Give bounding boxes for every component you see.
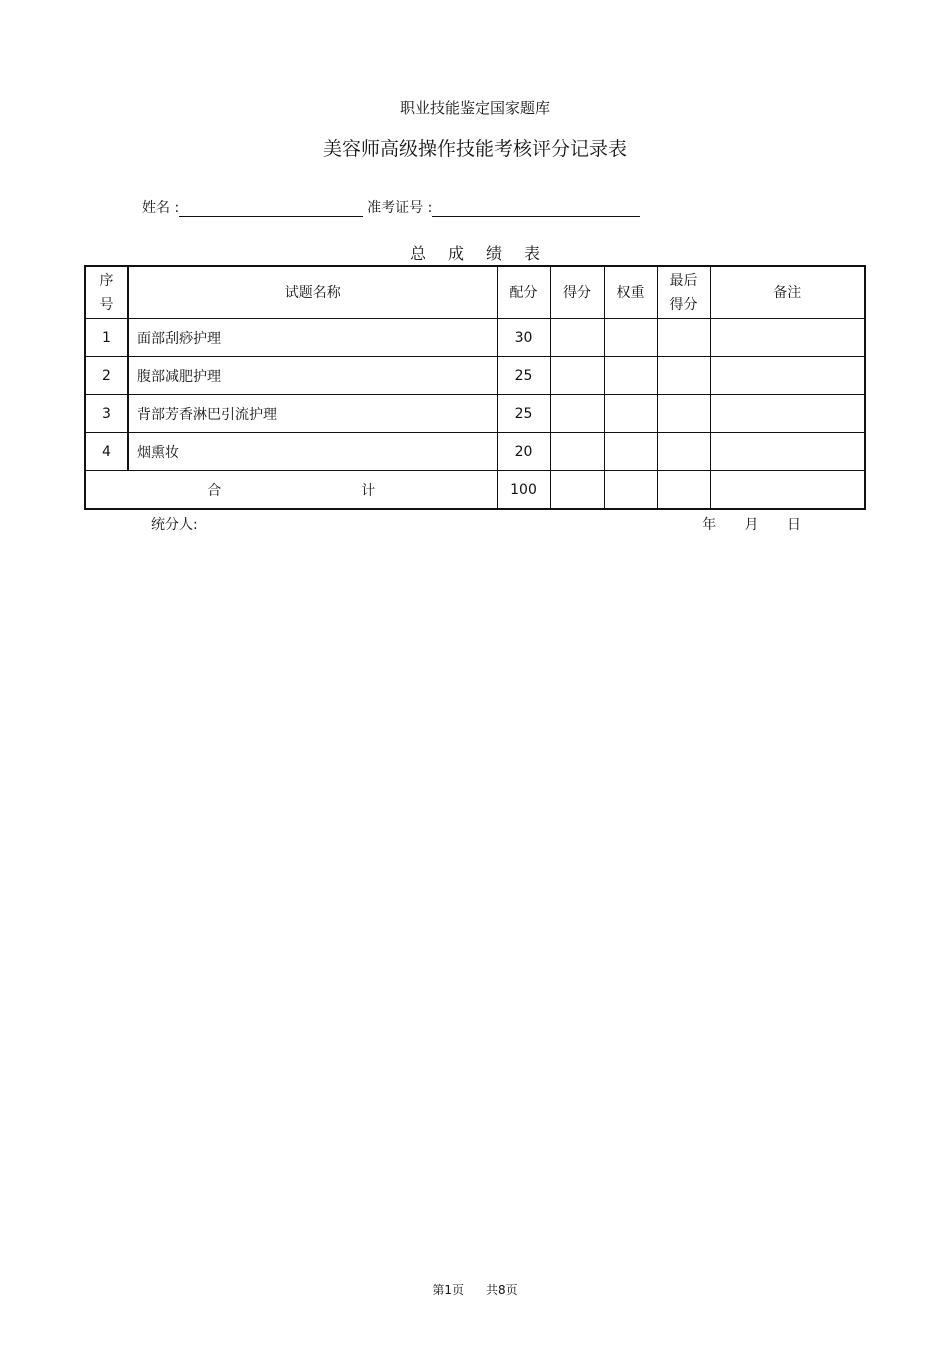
score-table xyxy=(84,265,866,510)
cell-item-name: 面部刮痧护理 xyxy=(128,319,497,357)
total-score xyxy=(550,471,604,510)
date-day: 日 xyxy=(787,517,801,533)
cell-final-score xyxy=(657,319,710,357)
date-year: 年 xyxy=(702,517,717,533)
cell-weight xyxy=(604,395,657,433)
cell-final-score xyxy=(657,433,710,471)
cell-score xyxy=(550,395,604,433)
summary-title: 总成绩表 xyxy=(409,244,562,263)
cell-seq: 4 xyxy=(85,433,128,471)
table-row xyxy=(85,433,865,471)
exam-id-blank-line xyxy=(432,200,640,217)
cell-weight xyxy=(604,357,657,395)
header-points: 配分 xyxy=(497,266,550,319)
cell-remark xyxy=(710,319,865,357)
page-title: 美容师高级操作技能考核评分记录表 xyxy=(322,138,627,160)
cell-item-name: 烟熏妆 xyxy=(128,433,497,471)
header-final-score xyxy=(657,266,710,319)
cell-seq: 1 xyxy=(85,319,128,357)
header-seq-bottom: 号 xyxy=(99,296,114,313)
total-remark xyxy=(710,471,865,510)
signature-row xyxy=(151,514,801,534)
date-month: 月 xyxy=(744,517,759,533)
total-final-score xyxy=(657,471,710,510)
cell-score xyxy=(550,357,604,395)
cell-remark xyxy=(710,357,865,395)
scorer-label: 统分人: xyxy=(151,517,198,533)
header-seq-top: 序 xyxy=(99,272,114,289)
cell-final-score xyxy=(657,395,710,433)
cell-seq: 2 xyxy=(85,357,128,395)
date-fields xyxy=(702,514,801,534)
name-label: 姓名 : xyxy=(142,200,180,216)
cell-final-score xyxy=(657,357,710,395)
page-current: 第1页 xyxy=(432,1283,464,1297)
cell-remark xyxy=(710,395,865,433)
header-final-bottom: 得分 xyxy=(669,296,698,313)
exam-id-label: 准考证号 : xyxy=(367,200,433,216)
total-label xyxy=(85,471,497,510)
cell-score xyxy=(550,319,604,357)
cell-score xyxy=(550,433,604,471)
total-weight xyxy=(604,471,657,510)
header-item-name: 试题名称 xyxy=(128,266,497,319)
total-label-left: 合 xyxy=(207,482,222,499)
page-number xyxy=(0,1281,950,1298)
cell-remark xyxy=(710,433,865,471)
cell-item-name: 背部芳香淋巴引流护理 xyxy=(128,395,497,433)
table-header-row xyxy=(85,266,865,319)
header-remark: 备注 xyxy=(710,266,865,319)
cell-weight xyxy=(604,319,657,357)
total-points: 100 xyxy=(497,471,550,510)
table-total-row xyxy=(85,471,865,510)
header-seq xyxy=(85,266,128,319)
cell-points: 25 xyxy=(497,395,550,433)
header-final-top: 最后 xyxy=(669,272,698,289)
page-total: 共8页 xyxy=(486,1283,518,1297)
cell-seq: 3 xyxy=(85,395,128,433)
cell-points: 30 xyxy=(497,319,550,357)
cell-points: 20 xyxy=(497,433,550,471)
name-blank-line xyxy=(179,200,363,217)
table-row xyxy=(85,319,865,357)
total-label-right: 计 xyxy=(361,482,376,499)
header-weight: 权重 xyxy=(604,266,657,319)
table-row xyxy=(85,357,865,395)
table-row xyxy=(85,395,865,433)
cell-weight xyxy=(604,433,657,471)
header-score: 得分 xyxy=(550,266,604,319)
cell-points: 25 xyxy=(497,357,550,395)
cell-item-name: 腹部减肥护理 xyxy=(128,357,497,395)
header-org: 职业技能鉴定国家题库 xyxy=(399,99,550,117)
candidate-info-row xyxy=(142,197,640,217)
